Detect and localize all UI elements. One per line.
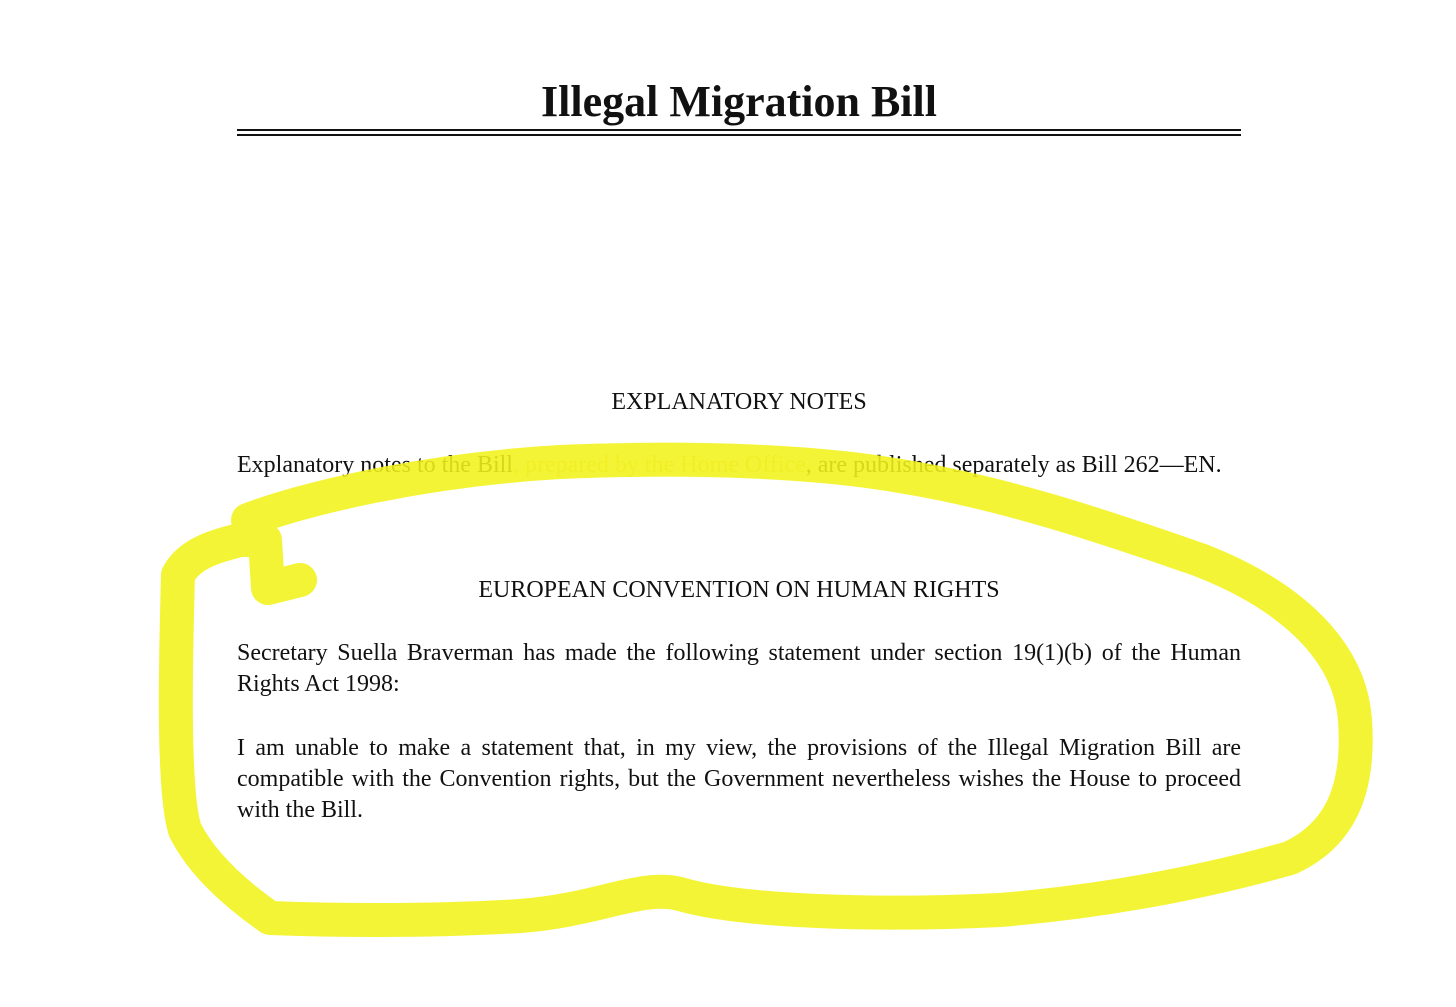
title-rule-top xyxy=(237,129,1241,131)
explanatory-text-start: Explanatory notes to the Bill xyxy=(237,452,513,478)
explanatory-notes-heading: EXPLANATORY NOTES xyxy=(611,389,867,415)
explanatory-text-end: , are published separately as Bill 262—EN. xyxy=(805,452,1222,478)
explanatory-notes-paragraph xyxy=(237,450,1241,481)
explanatory-text-faded: , prepared by the Home Office xyxy=(512,452,806,478)
compatibility-statement-paragraph: I am unable to make a statement that, in my view, the provisions of the Illegal Migration Bill are compatible with the Convention rights, but the Government nevertheless wishes the House to proceed with the Bill. xyxy=(237,735,1241,823)
bill-title: Illegal Migration Bill xyxy=(541,77,937,126)
title-rule-bottom xyxy=(237,134,1241,136)
echr-heading: EUROPEAN CONVENTION ON HUMAN RIGHTS xyxy=(478,577,1000,603)
section-19-intro-paragraph: Secretary Suella Braverman has made the following statement under section 19(1)(b) of the Human Rights Act 1998: xyxy=(237,640,1241,697)
